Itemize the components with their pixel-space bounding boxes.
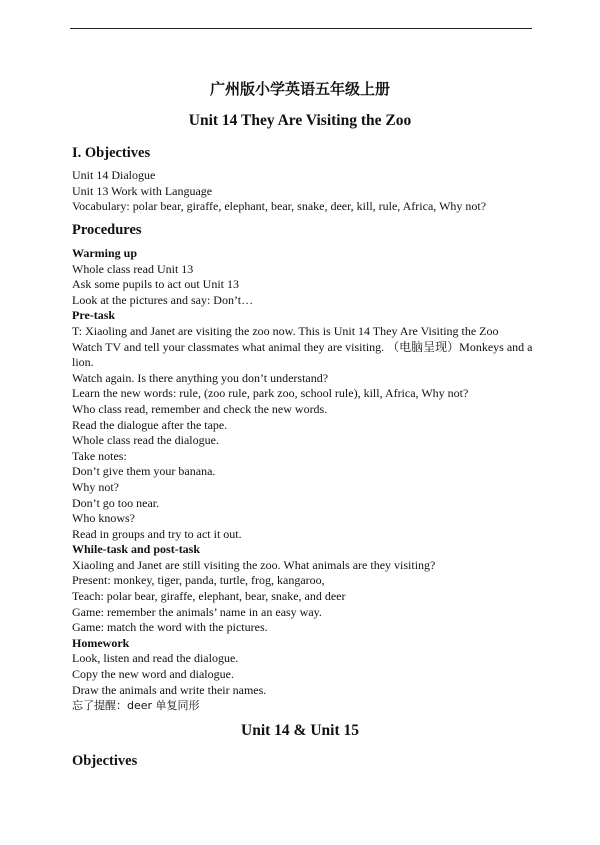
procedure-line: Don’t give them your banana. <box>72 464 216 479</box>
procedure-line: Game: remember the animals’ name in an easy way. <box>72 604 322 619</box>
header-rule <box>70 28 532 29</box>
procedures-body <box>72 246 534 714</box>
document-title-chinese: 广州版小学英语五年级上册 <box>209 80 390 98</box>
procedures-heading: Procedures <box>72 222 142 238</box>
procedure-line: Present: monkey, tiger, panda, turtle, frog, kangaroo, <box>72 573 325 588</box>
procedure-line: Learn the new words: rule, (zoo rule, park zoo, school rule), kill, Africa, Why not? <box>72 386 469 401</box>
procedure-line: Xiaoling and Janet are still visiting the zoo. What animals are they visiting? <box>72 557 436 572</box>
while-task-label: While-task and post-task <box>72 542 201 557</box>
warming-up-label: Warming up <box>72 246 138 260</box>
objectives-list <box>72 168 534 215</box>
procedure-line: Copy the new word and dialogue. <box>72 667 234 682</box>
procedure-line: Ask some pupils to act out Unit 13 <box>72 277 239 292</box>
procedure-line: Read in groups and try to act it out. <box>72 526 242 541</box>
procedure-line: Watch TV and tell your classmates what animal they are visiting. （电脑呈现）Monkeys and a lion. <box>72 339 533 370</box>
objective-line: Vocabulary: polar bear, giraffe, elephant, bear, snake, deer, kill, rule, Africa, Why not? <box>72 199 487 214</box>
procedure-line: Don’t go too near. <box>72 495 160 510</box>
procedure-line: Look at the pictures and say: Don’t… <box>72 292 254 307</box>
next-objectives-heading: Objectives <box>72 753 138 769</box>
procedure-line: Teach: polar bear, giraffe, elephant, bear, snake, and deer <box>72 589 346 604</box>
procedure-line: Watch again. Is there anything you don’t understand? <box>72 370 329 385</box>
unit-title: Unit 14 They Are Visiting the Zoo <box>188 112 412 129</box>
objective-line: Unit 13 Work with Language <box>72 183 213 198</box>
procedure-line: Game: match the word with the pictures. <box>72 620 268 635</box>
procedure-line: Look, listen and read the dialogue. <box>72 651 239 666</box>
procedure-line: Whole class read the dialogue. <box>72 433 219 448</box>
procedure-line: Take notes: <box>72 448 127 463</box>
procedure-line: Who knows? <box>72 511 135 526</box>
procedure-line: Draw the animals and write their names. <box>72 682 267 697</box>
procedure-line: T: Xiaoling and Janet are visiting the zoo now. This is Unit 14 They Are Visiting the Zoo <box>72 323 499 338</box>
procedure-line: Whole class read Unit 13 <box>72 261 194 276</box>
homework-label: Homework <box>72 635 130 650</box>
objectives-heading: I. Objectives <box>72 145 151 161</box>
objective-line: Unit 14 Dialogue <box>72 168 156 182</box>
procedure-line: Why not? <box>72 479 119 494</box>
homework-note: 忘了提醒：deer 单复同形 <box>72 699 200 713</box>
procedure-line: Read the dialogue after the tape. <box>72 417 228 432</box>
next-unit-title: Unit 14 & Unit 15 <box>241 722 359 739</box>
pre-task-label: Pre-task <box>72 308 116 323</box>
procedure-line: Who class read, remember and check the new words. <box>72 401 328 416</box>
